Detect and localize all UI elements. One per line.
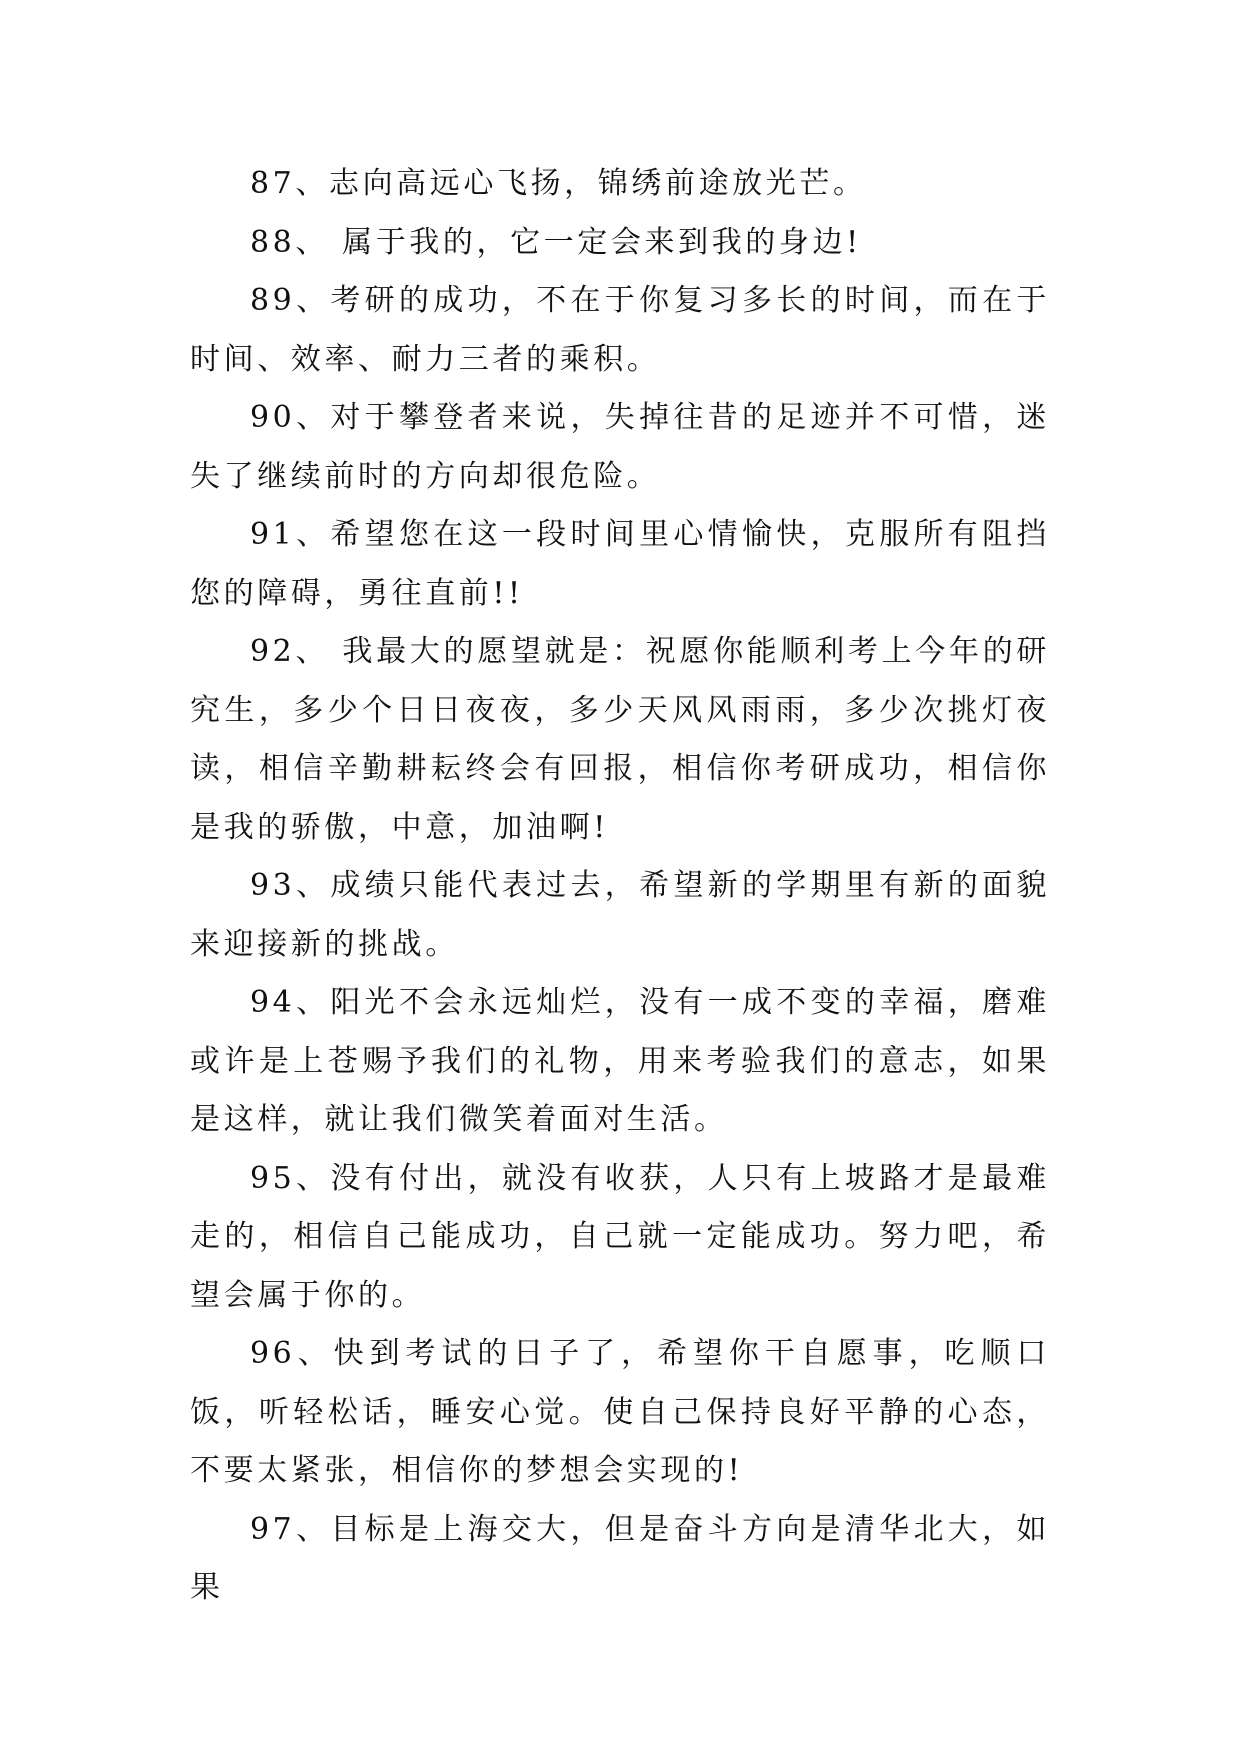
paragraph-91: 91、希望您在这一段时间里心情愉快，克服所有阻挡您的障碍，勇往直前!! (190, 517, 1050, 611)
paragraph-96: 96、快到考试的日子了，希望你干自愿事，吃顺口饭，听轻松话，睡安心觉。使自己保持良好平静的心态，不要太紧张，相信你的梦想会实现的! (190, 1336, 1050, 1488)
paragraph-94: 94、阳光不会永远灿烂，没有一成不变的幸福，磨难或许是上苍赐予我们的礼物，用来考验我们的意志，如果是这样，就让我们微笑着面对生活。 (190, 985, 1050, 1137)
paragraph-88: 88、 属于我的，它一定会来到我的身边! (250, 224, 862, 260)
paragraph-95: 95、没有付出，就没有收获，人只有上坡路才是最难走的，相信自己能成功，自己就一定能成功。努力吧，希望会属于你的。 (190, 1160, 1050, 1313)
paragraph-90: 90、对于攀登者来说，失掉往昔的足迹并不可惜，迷失了继续前时的方向却很危险。 (190, 400, 1050, 494)
paragraph-89: 89、考研的成功，不在于你复习多长的时间，而在于时间、效率、耐力三者的乘积。 (190, 283, 1050, 377)
paragraph-92: 92、 我最大的愿望就是：祝愿你能顺利考上今年的研究生，多少个日日夜夜，多少天风风雨雨，多少次挑灯夜读，相信辛勤耕耘终会有回报，相信你考研成功，相信你是我的骄傲，中意，加油啊! (190, 634, 1050, 845)
paragraph-93: 93、成绩只能代表过去，希望新的学期里有新的面貌来迎接新的挑战。 (190, 868, 1050, 962)
paragraph-97: 97、目标是上海交大，但是奋斗方向是清华北大，如果 (190, 1511, 1050, 1605)
document-body (190, 155, 1050, 1618)
paragraph-87: 87、志向高远心飞扬，锦绣前途放光芒。 (250, 166, 867, 201)
